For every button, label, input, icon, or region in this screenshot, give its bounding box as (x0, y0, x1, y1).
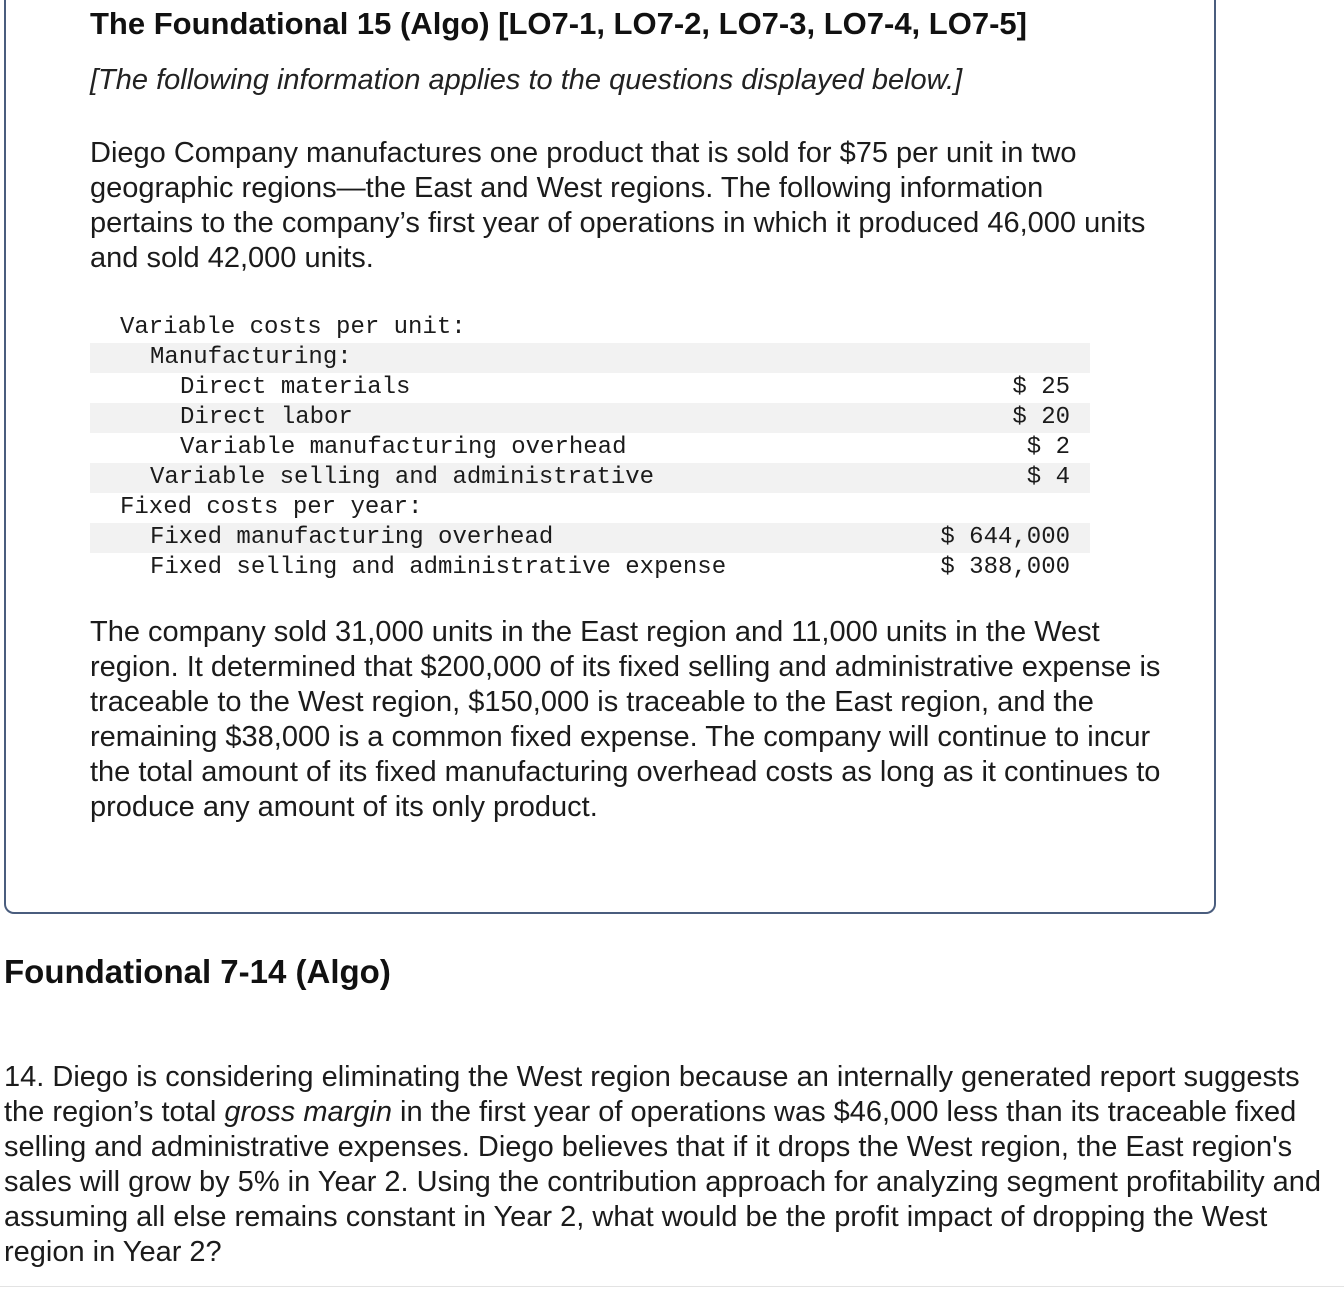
table-row (90, 553, 1090, 583)
question-emphasis: gross margin (224, 1096, 392, 1128)
question-text (4, 1060, 1324, 1270)
table-row (90, 373, 1090, 403)
direct-labor-value: $ 20 (1012, 404, 1070, 431)
table-row (90, 403, 1090, 433)
direct-labor-label: Direct labor (180, 404, 353, 431)
fixed-manufacturing-overhead-label: Fixed manufacturing overhead (150, 524, 554, 551)
problem-subtitle: [The following information applies to the questions displayed below.] (90, 64, 963, 96)
variable-costs-header: Variable costs per unit: (120, 314, 466, 341)
table-row (90, 493, 1090, 523)
intro-paragraph: Diego Company manufactures one product that is sold for $75 per unit in two geographic regions—the East and West regions. The following information pertains to the company’s first year of operations in which it produced 46,000 units and sold 42,000 units. (90, 137, 1146, 274)
table-row (90, 433, 1090, 463)
table-row (90, 343, 1090, 373)
variable-manufacturing-overhead-label: Variable manufacturing overhead (180, 434, 627, 461)
fixed-costs-header: Fixed costs per year: (120, 494, 423, 521)
divider (0, 1286, 1344, 1287)
variable-selling-admin-value: $ 4 (1026, 464, 1070, 491)
fixed-manufacturing-overhead-value: $ 644,000 (940, 524, 1070, 551)
direct-materials-label: Direct materials (180, 374, 411, 401)
question-heading: Foundational 7-14 (Algo) (4, 953, 391, 990)
table-row (90, 313, 1090, 343)
fixed-selling-admin-label: Fixed selling and administrative expense (150, 554, 727, 581)
table-row (90, 523, 1090, 553)
variable-selling-admin-label: Variable selling and administrative (150, 464, 655, 491)
cost-table (90, 313, 1090, 583)
question-text-after: in the first year of operations was $46,000 less than its traceable fixed selling and administrative expenses. Diego believes that if it drops the West region, the East region's sales will grow by 5% in Year 2. Using the contribution approach for analyzing segment profitability and assuming all else remains constant in Year 2, what would be the profit impact of dropping the West region in Year 2? (4, 1096, 1322, 1268)
variable-manufacturing-overhead-value: $ 2 (1026, 434, 1070, 461)
table-row (90, 463, 1090, 493)
fixed-selling-admin-value: $ 388,000 (940, 554, 1070, 581)
question-text-before: 14. Diego is considering eliminating the West region because an internally generated report suggests the region’s total (4, 1061, 1300, 1128)
direct-materials-value: $ 25 (1012, 374, 1070, 401)
problem-title: The Foundational 15 (Algo) [LO7-1, LO7-2, LO7-3, LO7-4, LO7-5] (90, 6, 1027, 41)
details-paragraph: The company sold 31,000 units in the East region and 11,000 units in the West region. It determined that $200,000 of its fixed selling and administrative expense is traceable to the West region, $150,000 is traceable to the East region, and the remaining $38,000 is a common fixed expense. The company will continue to incur the total amount of its fixed manufacturing overhead costs as long as it continues to produce any amount of its only product. (90, 616, 1161, 823)
manufacturing-header: Manufacturing: (150, 344, 352, 371)
